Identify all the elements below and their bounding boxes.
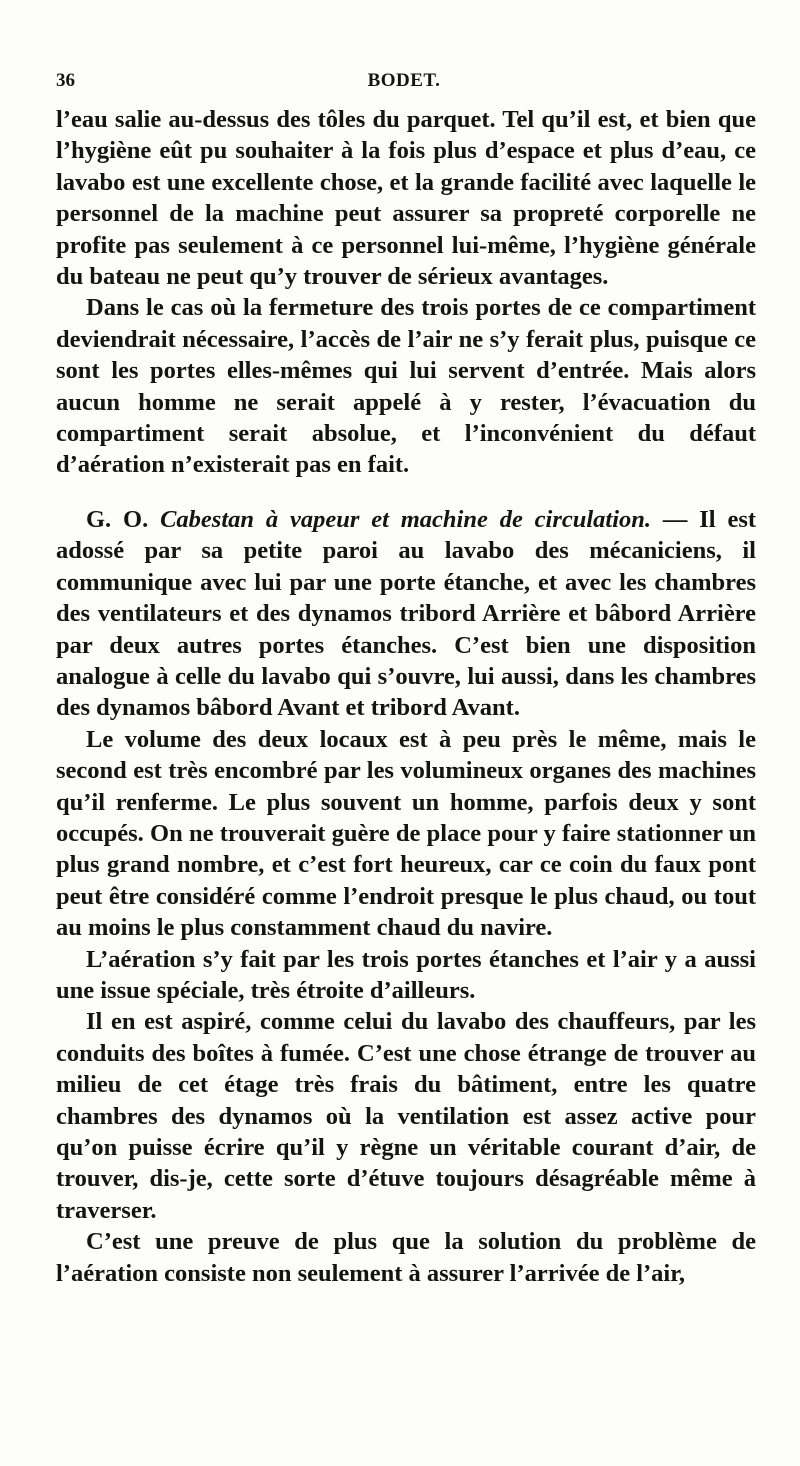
section-label: G. O. (86, 505, 149, 533)
section-lead-text: Il est adossé par sa petite paroi au lavabo des mécaniciens, il communique avec lui par une porte étanche, et avec les chambres des ventilateurs et des dynamos tribord Arrière et bâbord Arrière par deux autres portes étanches. C’est bien une disposition analogue à celle du lavabo qui s’ouvre, lui aussi, dans les chambres des dynamos bâbord Avant et tribord Avant. (56, 505, 757, 722)
body-text (56, 104, 756, 1289)
paragraph: Le volume des deux locaux est à peu près le même, mais le second est très encombré par les volumineux organes des machines qu’il renferme. Le plus souvent un homme, parfois deux y sont occupés. On ne trouverait guère de place pour y faire stationner un plus grand nombre, et c’est fort heureux, car ce coin du faux pont peut être considéré comme l’endroit presque le plus chaud, ou tout au moins le plus constamment chaud du navire. (56, 725, 756, 942)
paragraph: Il en est aspiré, comme celui du lavabo des chauffeurs, par les conduits des boîtes à fumée. C’est une chose étrange de trouver au milieu de cet étage très frais du bâtiment, entre les quatre chambres des dynamos où la ventilation est assez active pour qu’on puisse écrire qu’il y règne un véritable courant d’air, de trouver, dis-je, cette sorte d’étuve toujours désagréable même à traverser. (56, 1008, 756, 1224)
section-title: Cabestan à vapeur et machine de circulation. (160, 505, 652, 533)
page-number: 36 (56, 70, 75, 91)
paragraph-continuation: l’eau salie au-dessus des tôles du parquet. Tel qu’il est, et bien que l’hygiène eût pu souhaiter à la fois plus d’espace et plus d’eau, ce lavabo est une excellente chose, et la grande facilité avec laquelle le personnel de la machine peut assurer sa propreté corporelle ne profite pas seulement à ce personnel lui-même, l’hygiène générale du bateau ne peut qu’y trouver de sérieux avantages. (56, 106, 756, 291)
paragraph: Dans le cas où la fermeture des trois portes de ce compartiment deviendrait nécessaire, l’accès de l’air ne s’y ferait plus, puisque ce sont les portes elles-mêmes qui lui servent d’entrée. Mais alors aucun homme ne serait appelé à y rester, l’évacuation du compartiment serait absolue, et l’inconvénient du défaut d’aération n’existerait pas en fait. (56, 294, 756, 479)
running-title-author: BODET. (367, 70, 441, 91)
section-dash: — (662, 505, 688, 533)
paragraph: C’est une preuve de plus que la solution du problème de l’aération consiste non seulement à assurer l’arrivée de l’air, (56, 1228, 756, 1287)
paragraph: L’aération s’y fait par les trois portes étanches et l’air y a aussi une issue spéciale, très étroite d’ailleurs. (56, 945, 756, 1004)
running-head (56, 64, 752, 94)
section-paragraph (56, 504, 756, 724)
